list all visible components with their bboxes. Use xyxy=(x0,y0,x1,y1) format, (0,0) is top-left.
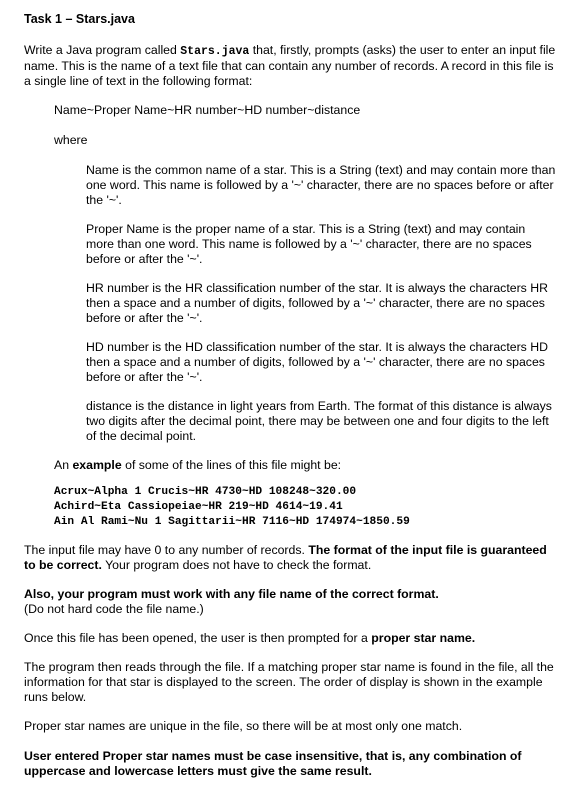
field-distance-description: distance is the distance in light years from Earth. The format of this distance is always two digits after the decimal point, there may be between one and four digits to the left of the decimal point. xyxy=(86,399,552,443)
example-line: Achird~Eta Cassiopeiae~HR 219~HD 4614~19.41 xyxy=(54,501,343,513)
example-intro-bold: example xyxy=(72,458,122,472)
intro-text-1: Write a Java program called xyxy=(24,43,181,57)
any-file-bold: Also, your program must work with any file name of the correct format. xyxy=(24,587,439,601)
any-file-paragraph xyxy=(24,587,559,617)
example-line: Acrux~Alpha 1 Crucis~HR 4730~HD 108248~320.00 xyxy=(54,486,357,498)
reads-paragraph: The program then reads through the file. If a matching proper star name is found in the file, all the information for that star is displayed to the screen. The order of display is shown in the example runs below. xyxy=(24,660,554,704)
field-hd-number-description: HD number is the HD classification number of the star. It is always the characters HD then a space and a number of digits, followed by a '~' character, there are no spaces before or after the '~'. xyxy=(86,340,548,384)
record-format-line: Name~Proper Name~HR number~HD number~distance xyxy=(54,103,361,117)
example-intro-text-2: of some of the lines of this file might be: xyxy=(121,458,342,472)
example-line: Ain Al Rami~Nu 1 Sagittarii~HR 7116~HD 174974~1850.59 xyxy=(54,516,410,528)
records-text-1: The input file may have 0 to any number of records. xyxy=(24,543,309,557)
prompt-paragraph xyxy=(24,631,559,646)
example-code-block xyxy=(54,485,410,530)
any-file-note: (Do not hard code the file name.) xyxy=(24,602,204,616)
records-bold: The format of the input file is guaranteed to be correct. xyxy=(24,543,547,572)
records-paragraph xyxy=(24,543,559,573)
prompt-text: Once this file has been opened, the user is then prompted for a xyxy=(24,631,372,645)
prompt-bold: proper star name. xyxy=(371,631,476,645)
field-name-description: Name is the common name of a star. This is a String (text) and may contain more than one word. This name is followed by a '~' character, there are no spaces before or after the '~'. xyxy=(86,163,556,207)
field-proper-name-description: Proper Name is the proper name of a star. This is a String (text) and may contain more than one word. This name is followed by a '~' character, there are no spaces before or after the '~'. xyxy=(86,222,532,266)
intro-filename: Stars.java xyxy=(180,45,250,58)
case-insensitive-paragraph: User entered Proper star names must be case insensitive, that is, any combination of uppercase and lowercase letters must give the same result. xyxy=(24,749,522,778)
example-intro xyxy=(54,458,554,473)
task-title xyxy=(24,12,135,27)
intro-paragraph xyxy=(24,43,559,89)
field-hr-number-description: HR number is the HR classification number of the star. It is always the characters HR then a space and a number of digits, followed by a '~' character, there are no spaces before or after the '~'. xyxy=(86,281,548,325)
where-label: where xyxy=(54,133,88,147)
intro-text-2: that, firstly, prompts (asks) the user to enter an input file name. This is the name of a text file that can contain any number of records. A record in this file is a single line of text in the following format: xyxy=(24,43,556,88)
task-title-text: Task 1 – Stars.java xyxy=(24,12,135,26)
example-intro-text-1: An xyxy=(54,458,73,472)
records-text-2: Your program does not have to check the format. xyxy=(101,558,372,572)
unique-paragraph: Proper star names are unique in the file, so there will be at most only one match. xyxy=(24,719,463,733)
